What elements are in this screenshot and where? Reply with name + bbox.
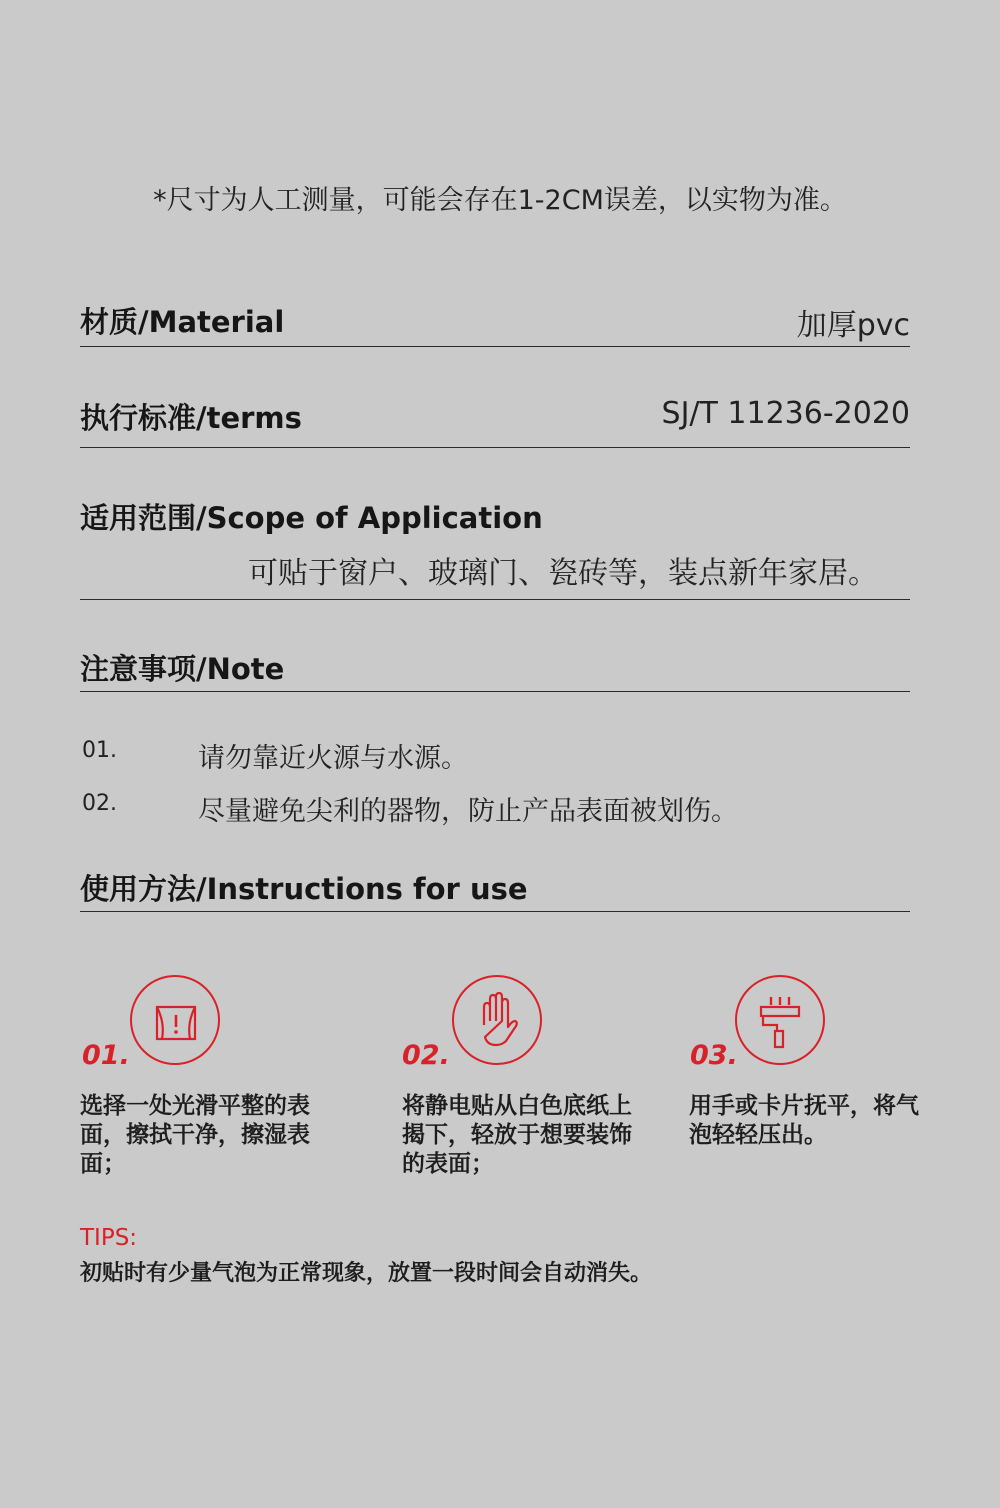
measurement-note: *尺寸为人工测量，可能会存在1-2CM误差，以实物为准。: [153, 185, 847, 216]
note-number: 02.: [82, 791, 117, 816]
terms-value: SJ/T 11236-2020: [661, 396, 910, 431]
divider: [80, 911, 910, 912]
hand-icon: [452, 975, 542, 1065]
note-text: 尽量避免尖利的器物，防止产品表面被划伤。: [198, 796, 738, 827]
note-text: 请勿靠近火源与水源。: [198, 743, 468, 774]
window-icon: [130, 975, 220, 1065]
step-number: 01.: [82, 1040, 130, 1071]
material-value: 加厚pvc: [796, 308, 910, 343]
divider: [80, 691, 910, 692]
notes-heading: 注意事项/Note: [80, 652, 285, 686]
divider: [80, 599, 910, 600]
step-number: 02.: [402, 1040, 450, 1071]
divider: [80, 447, 910, 448]
scope-label: 适用范围/Scope of Application: [80, 501, 543, 535]
scope-value: 可贴于窗户、玻璃门、瓷砖等，装点新年家居。: [248, 556, 878, 591]
terms-label: 执行标准/terms: [80, 401, 302, 435]
step-text: 选择一处光滑平整的表面，擦拭干净，擦湿表面；: [80, 1093, 310, 1177]
step-text: 将静电贴从白色底纸上揭下，轻放于想要装饰的表面；: [402, 1093, 632, 1177]
note-number: 01.: [82, 738, 117, 763]
divider: [80, 346, 910, 347]
instructions-heading: 使用方法/Instructions for use: [80, 872, 528, 906]
scraper-icon: [735, 975, 825, 1065]
tips-label: TIPS:: [80, 1225, 138, 1251]
tips-text: 初贴时有少量气泡为正常现象，放置一段时间会自动消失。: [80, 1261, 653, 1286]
material-label: 材质/Material: [80, 305, 285, 339]
step-number: 03.: [690, 1040, 738, 1071]
step-text: 用手或卡片抚平，将气泡轻轻压出。: [689, 1093, 919, 1148]
